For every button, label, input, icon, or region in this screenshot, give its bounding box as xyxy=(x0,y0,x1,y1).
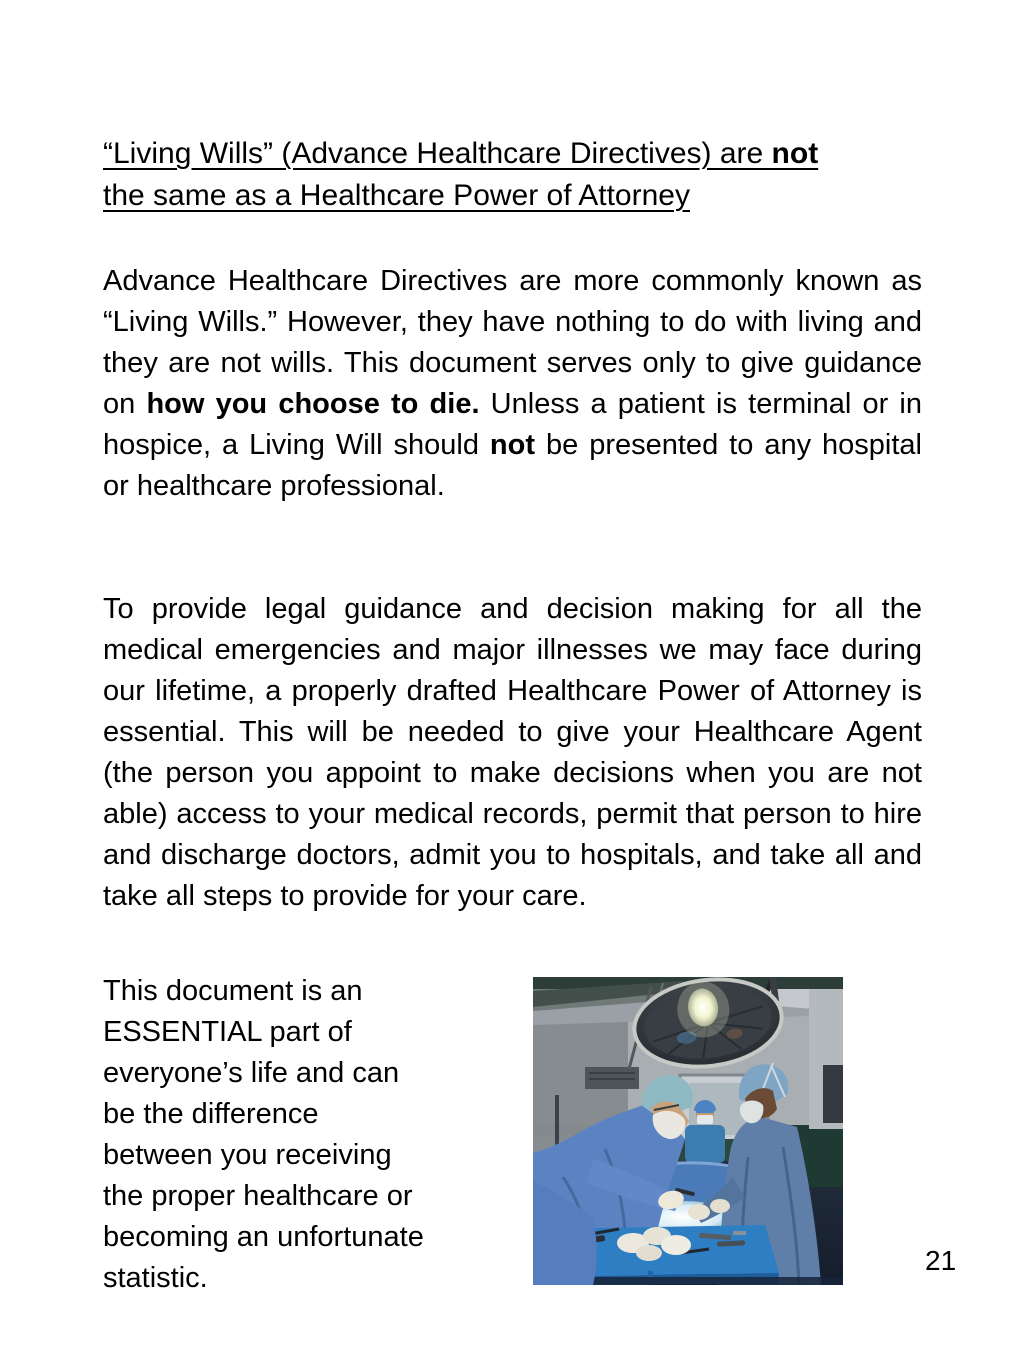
operating-room-photo xyxy=(533,977,843,1285)
paragraph-essential-document: This document is an ESSENTIAL part of everyone’s life and can be the difference between you receiving the proper healthcare or becoming an unfortunate statistic. xyxy=(103,975,424,1294)
paragraph-power-of-attorney: To provide legal guidance and decision making for all the medical emergencies and major illnesses we may face during our lifetime, a properly drafted Healthcare Power of Attorney is essential. This will be needed to give your Healthcare Agent (the person you appoint to make decisions when you are not able) access to your medical records, permit that person to hire and discharge doctors, admit you to hospitals, and take all and take all steps to provide for your care. xyxy=(103,593,922,912)
paragraph-living-wills: Advance Healthcare Directives are more commonly known as “Living Wills.” However, they have nothing to do with living and they are not wills. This document serves only to give guidance on how you choose to die. Unless a patient is terminal or in hospice, a Living Will should not be presented to any hospital or healthcare professional. xyxy=(103,265,922,502)
surgery-scene-illustration xyxy=(533,977,843,1285)
page-number: 21 xyxy=(925,1245,957,1276)
page-title: “Living Wills” (Advance Healthcare Directives) are not the same as a Healthcare Power of Attorney xyxy=(103,137,819,212)
